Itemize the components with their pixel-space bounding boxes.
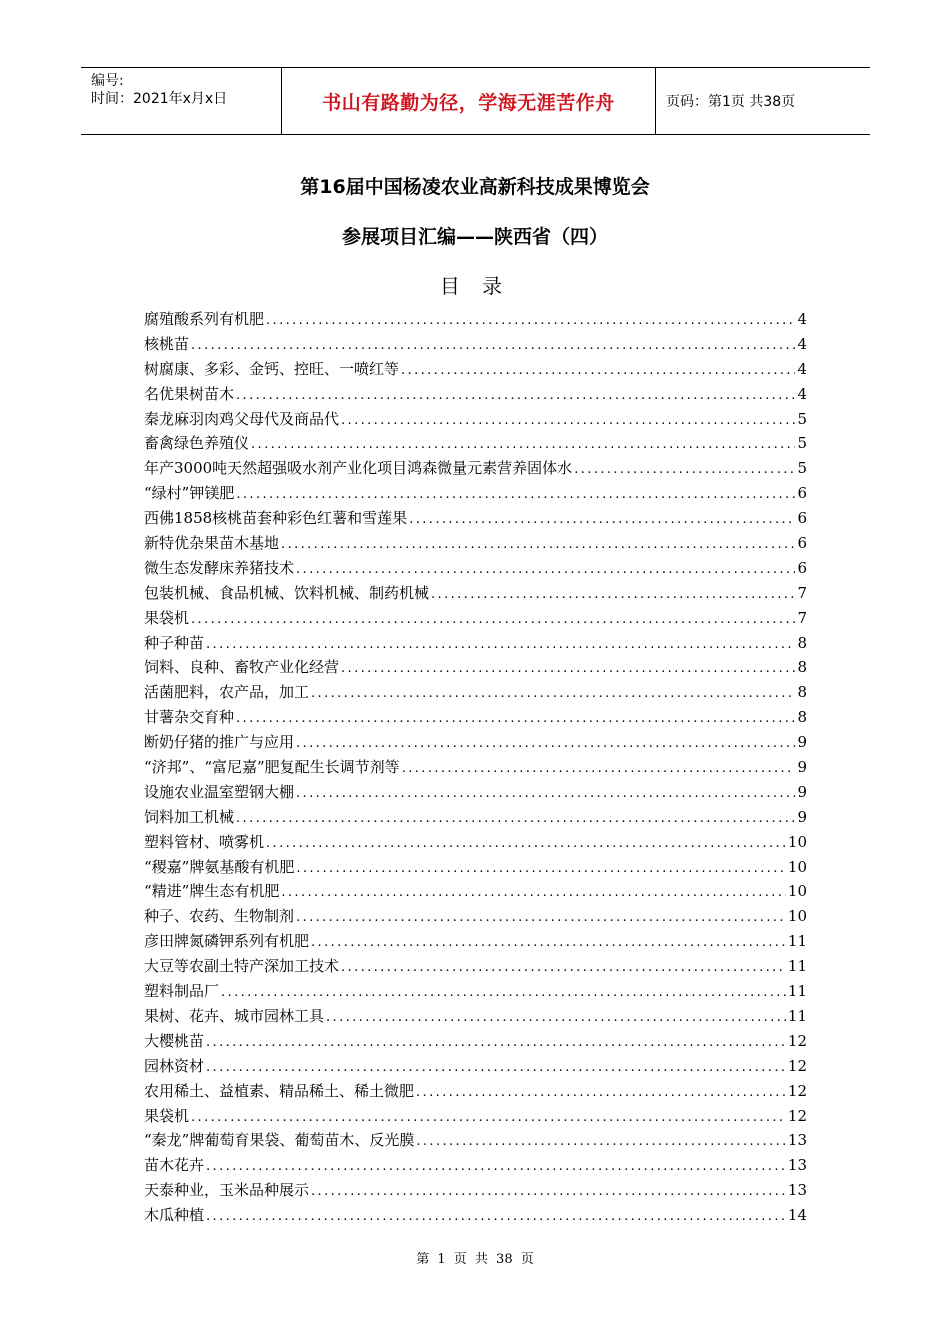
toc-dot-leader (236, 487, 795, 502)
header-motto: 书山有路勤为径，学海无涯苦作舟 (282, 68, 656, 134)
toc-entry[interactable] (144, 358, 807, 383)
toc-entry[interactable] (144, 831, 807, 856)
toc-entry-page: 14 (787, 1206, 807, 1225)
toc-entry-page: 12 (787, 1056, 807, 1075)
toc-entry-page: 4 (797, 359, 807, 378)
toc-entry[interactable] (144, 1179, 807, 1204)
toc-entry[interactable] (144, 457, 807, 482)
toc-entry-title: 园林资材 (144, 1056, 205, 1075)
toc-entry-page: 12 (787, 1031, 807, 1050)
toc-heading: 目 录 (439, 274, 511, 298)
toc-dot-leader (236, 388, 795, 403)
toc-dot-leader (296, 786, 795, 801)
toc-entry-title: “济邦”、“富尼嘉”肥复配生长调节剂等 (144, 758, 400, 777)
toc-dot-leader (266, 836, 786, 851)
document-title: 第16届中国杨凌农业高新科技成果博览会 (300, 176, 650, 198)
toc-entry-page: 6 (797, 484, 807, 503)
toc-dot-leader (341, 960, 786, 975)
toc-dot-leader (311, 1184, 786, 1199)
toc-entry-title: “绿村”钾镁肥 (144, 484, 235, 503)
toc-dot-leader (574, 462, 795, 477)
toc-entry[interactable] (144, 706, 807, 731)
toc-entry-title: 饲料、良种、畜牧产业化经营 (144, 658, 340, 677)
toc-entry[interactable] (144, 632, 807, 657)
toc-dot-leader (431, 587, 795, 602)
toc-entry-title: 彦田牌氮磷钾系列有机肥 (144, 932, 310, 951)
toc-entry[interactable] (144, 432, 807, 457)
toc-entry-title: 塑料制品厂 (144, 982, 220, 1001)
toc-entry-page: 8 (797, 658, 807, 677)
toc-dot-leader (236, 811, 795, 826)
toc-entry-page: 4 (797, 384, 807, 403)
toc-entry-page: 13 (787, 1131, 807, 1150)
toc-entry[interactable] (144, 681, 807, 706)
toc-entry-page: 6 (797, 534, 807, 553)
toc-dot-leader (416, 1085, 786, 1100)
toc-entry[interactable] (144, 408, 807, 433)
toc-entry[interactable] (144, 781, 807, 806)
toc-entry-page: 10 (787, 882, 807, 901)
serial-number-label: 编号: (91, 73, 124, 89)
toc-entry-page: 8 (797, 633, 807, 652)
toc-entry-title: 西佛1858核桃苗套种彩色红薯和雪莲果 (144, 509, 408, 528)
toc-dot-leader (402, 761, 796, 776)
toc-dot-leader (206, 1035, 786, 1050)
document-subtitle: 参展项目汇编——陕西省（四） (341, 226, 608, 248)
toc-entry-page: 5 (797, 409, 807, 428)
toc-dot-leader (341, 413, 795, 428)
toc-entry-page: 10 (787, 907, 807, 926)
toc-entry[interactable] (144, 955, 807, 980)
toc-entry-page: 13 (787, 1156, 807, 1175)
toc-dot-leader (251, 437, 795, 452)
table-of-contents (144, 308, 807, 1229)
toc-entry-page: 8 (797, 683, 807, 702)
toc-dot-leader (296, 736, 795, 751)
toc-entry-title: 果树、花卉、城市园林工具 (144, 1006, 325, 1025)
toc-entry-title: “稷嘉”牌氨基酸有机肥 (144, 857, 295, 876)
toc-dot-leader (206, 637, 795, 652)
toc-entry-page: 6 (797, 509, 807, 528)
toc-entry-page: 5 (797, 434, 807, 453)
toc-dot-leader (416, 1134, 786, 1149)
toc-entry-title: 新特优杂果苗木基地 (144, 534, 280, 553)
toc-entry-title: 大樱桃苗 (144, 1031, 205, 1050)
toc-entry[interactable] (144, 333, 807, 358)
toc-entry-page: 10 (787, 832, 807, 851)
toc-entry[interactable] (144, 532, 807, 557)
toc-entry-title: 核桃苗 (144, 334, 190, 353)
toc-entry-title: 腐殖酸系列有机肥 (144, 310, 265, 328)
toc-entry-title: 木瓜种植 (144, 1206, 205, 1225)
toc-entry-page: 13 (787, 1181, 807, 1200)
toc-entry-title: “精进”牌生态有机肥 (144, 882, 280, 901)
toc-dot-leader (206, 1159, 786, 1174)
toc-entry-title: 果袋机 (144, 1106, 190, 1125)
toc-entry-title: 树腐康、多彩、金钙、控旺、一喷红等 (144, 359, 400, 378)
toc-entry[interactable] (144, 1154, 807, 1179)
toc-dot-leader (206, 1060, 786, 1075)
toc-entry[interactable] (144, 1005, 807, 1030)
toc-entry[interactable] (144, 582, 807, 607)
toc-entry[interactable] (144, 1129, 807, 1154)
toc-dot-leader (206, 1209, 786, 1224)
toc-entry[interactable] (144, 930, 807, 955)
toc-entry-page: 8 (797, 708, 807, 727)
toc-entry-page: 9 (797, 758, 807, 777)
toc-dot-leader (409, 512, 795, 527)
toc-entry[interactable] (144, 383, 807, 408)
toc-entry[interactable] (144, 905, 807, 930)
toc-entry[interactable] (144, 806, 807, 831)
toc-entry-title: 大豆等农副土特产深加工技术 (144, 957, 340, 976)
toc-entry-title: 微生态发酵床养猪技术 (144, 558, 295, 577)
toc-entry[interactable] (144, 880, 807, 905)
toc-entry-page: 10 (787, 857, 807, 876)
toc-entry-title: 农用稀土、益植素、精品稀土、稀土微肥 (144, 1081, 415, 1100)
toc-dot-leader (221, 985, 786, 1000)
toc-dot-leader (266, 313, 795, 328)
toc-dot-leader (281, 885, 786, 900)
toc-entry-title: 断奶仔猪的推广与应用 (144, 733, 295, 752)
toc-entry-title: 种子种苗 (144, 633, 205, 652)
toc-entry[interactable] (144, 1055, 807, 1080)
toc-entry-title: “秦龙”牌葡萄育果袋、葡萄苗木、反光膜 (144, 1131, 415, 1150)
toc-dot-leader (296, 910, 786, 925)
toc-entry[interactable] (144, 731, 807, 756)
toc-entry-title: 饲料加工机械 (144, 807, 235, 826)
toc-entry[interactable] (144, 980, 807, 1005)
toc-entry-page: 4 (797, 334, 807, 353)
toc-entry-title: 名优果树苗木 (144, 384, 235, 403)
toc-dot-leader (296, 562, 795, 577)
toc-dot-leader (236, 711, 795, 726)
toc-entry-title: 年产3000吨天然超强吸水剂产业化项目鸿森微量元素营养固体水 (144, 459, 573, 478)
toc-entry-page: 11 (787, 932, 807, 951)
date-label: 时间：2021年x月x日 (91, 91, 228, 107)
toc-entry-page: 4 (797, 310, 807, 328)
document-header (81, 67, 870, 135)
toc-entry[interactable] (144, 507, 807, 532)
toc-entry[interactable] (144, 557, 807, 582)
toc-entry[interactable] (144, 1030, 807, 1055)
toc-dot-leader (191, 612, 795, 627)
toc-entry[interactable] (144, 856, 807, 881)
toc-entry-title: 天泰种业，玉米品种展示 (144, 1181, 310, 1200)
toc-entry[interactable] (144, 482, 807, 507)
toc-entry-page: 12 (787, 1106, 807, 1125)
toc-dot-leader (311, 686, 795, 701)
page-footer: 第 1 页 共 38 页 (416, 1252, 534, 1267)
toc-entry-title: 活菌肥料，农产品，加工 (144, 683, 310, 702)
toc-entry[interactable] (144, 756, 807, 781)
toc-entry-title: 苗木花卉 (144, 1156, 205, 1175)
toc-entry[interactable] (144, 656, 807, 681)
toc-entry-page: 11 (787, 1006, 807, 1025)
toc-entry-title: 设施农业温室塑钢大棚 (144, 782, 295, 801)
toc-entry-page: 9 (797, 807, 807, 826)
toc-entry[interactable] (144, 607, 807, 632)
toc-dot-leader (281, 537, 795, 552)
toc-dot-leader (401, 363, 795, 378)
toc-entry-title: 果袋机 (144, 608, 190, 627)
toc-entry-page: 12 (787, 1081, 807, 1100)
toc-entry[interactable] (144, 308, 807, 333)
toc-entry-page: 9 (797, 733, 807, 752)
toc-dot-leader (326, 1010, 786, 1025)
toc-entry-page: 6 (797, 558, 807, 577)
toc-entry-title: 塑料管材、喷雾机 (144, 832, 265, 851)
toc-entry-page: 5 (797, 459, 807, 478)
toc-entry[interactable] (144, 1105, 807, 1130)
toc-dot-leader (191, 338, 795, 353)
toc-entry[interactable] (144, 1204, 807, 1229)
toc-entry-page: 9 (797, 782, 807, 801)
toc-entry-title: 包装机械、食品机械、饮料机械、制药机械 (144, 583, 430, 602)
toc-entry-page: 11 (787, 982, 807, 1001)
toc-dot-leader (191, 1110, 786, 1125)
toc-entry-title: 秦龙麻羽肉鸡父母代及商品代 (144, 409, 340, 428)
toc-dot-leader (311, 935, 786, 950)
toc-entry-title: 种子、农药、生物制剂 (144, 907, 295, 926)
toc-entry[interactable] (144, 1080, 807, 1105)
header-meta (81, 68, 282, 134)
toc-entry-title: 畜禽绿色养殖仪 (144, 434, 250, 453)
toc-entry-page: 11 (787, 957, 807, 976)
toc-entry-page: 7 (797, 583, 807, 602)
toc-dot-leader (296, 861, 786, 876)
toc-entry-page: 7 (797, 608, 807, 627)
header-page-info: 页码：第1页 共38页 (666, 94, 796, 110)
toc-dot-leader (341, 661, 795, 676)
toc-entry-title: 甘薯杂交育种 (144, 708, 235, 727)
